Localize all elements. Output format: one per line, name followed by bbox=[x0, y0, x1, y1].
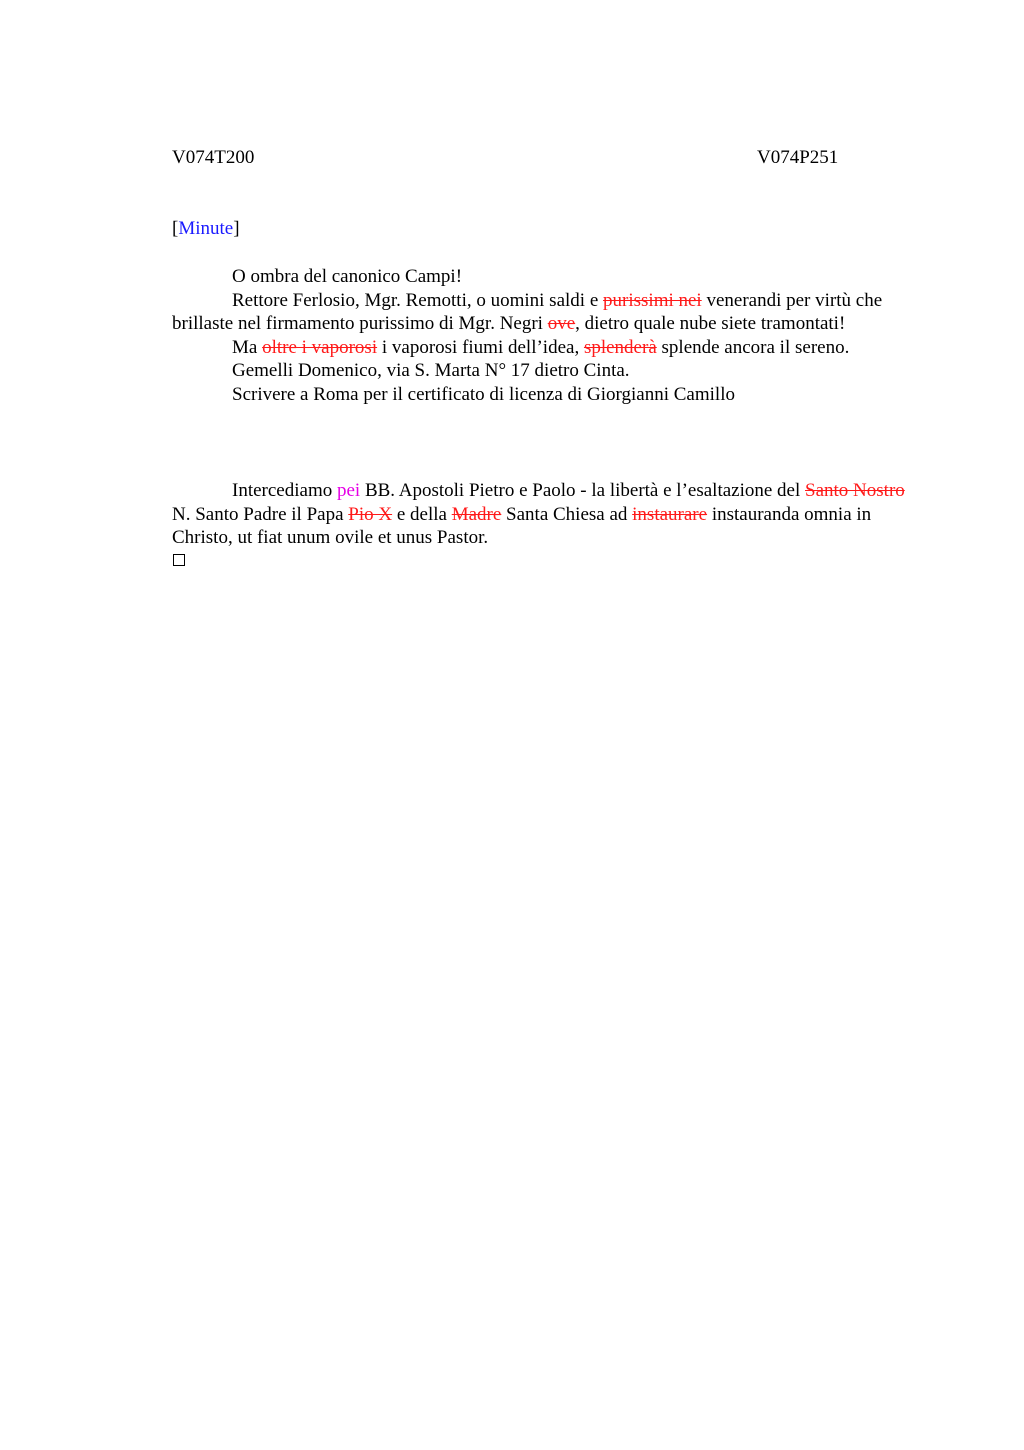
document-code-left: V074T200 bbox=[172, 147, 255, 168]
deleted-text: oltre i vaporosi bbox=[262, 336, 378, 358]
paragraph-intercediamo bbox=[172, 479, 917, 550]
text-run: Intercediamo bbox=[232, 480, 337, 501]
paragraph-ferlosio bbox=[172, 289, 917, 336]
paragraph-campi: O ombra del canonico Campi! bbox=[232, 266, 463, 287]
section-open-bracket: [ bbox=[172, 218, 179, 239]
text-run: , dietro quale nube siete tramontati! bbox=[575, 313, 846, 335]
text-run: Ma bbox=[232, 336, 263, 358]
text-run: venerandi per virtù che brillaste nel firmamento purissimo di Mgr. Negri bbox=[172, 289, 883, 335]
deleted-text: purissimi nei bbox=[603, 289, 702, 311]
deleted-text: Santo Nostro bbox=[805, 480, 905, 501]
paragraph-scrivere: Scrivere a Roma per il certificato di licenza di Giorgianni Camillo bbox=[232, 383, 735, 405]
text-block-second bbox=[172, 479, 917, 550]
document-code-right: V074P251 bbox=[757, 147, 839, 168]
deleted-text: Madre bbox=[451, 503, 502, 525]
section-close-bracket: ] bbox=[233, 218, 240, 239]
paragraph-gemelli: Gemelli Domenico, via S. Marta N° 17 dietro Cinta. bbox=[232, 360, 630, 382]
deleted-text: Pio X bbox=[348, 503, 393, 525]
text-run: instauranda omnia in Christo, ut fiat unum ovile et unus Pastor. bbox=[172, 503, 872, 549]
paragraph-vaporosi bbox=[172, 336, 917, 360]
text-run: e della bbox=[392, 503, 452, 525]
text-run: i vaporosi fiumi dell’idea, bbox=[377, 336, 584, 358]
text-run: N. Santo Padre il Papa bbox=[172, 503, 349, 525]
deleted-text: ove bbox=[547, 313, 576, 335]
deleted-text: instaurare bbox=[632, 503, 708, 525]
text-run: BB. Apostoli Pietro e Paolo - la libertà e l’esaltazione del bbox=[360, 480, 806, 501]
end-mark-square-icon bbox=[173, 554, 185, 566]
section-tag bbox=[172, 217, 240, 241]
text-run: Santa Chiesa ad bbox=[501, 503, 633, 525]
deleted-text: splenderà bbox=[583, 336, 657, 358]
text-block-first bbox=[172, 265, 917, 407]
inserted-word: pei bbox=[336, 480, 361, 501]
text-run: splende ancora il sereno. bbox=[656, 336, 850, 358]
text-run: Rettore Ferlosio, Mgr. Remotti, o uomini saldi e bbox=[232, 289, 604, 311]
section-label: Minute bbox=[178, 218, 234, 239]
